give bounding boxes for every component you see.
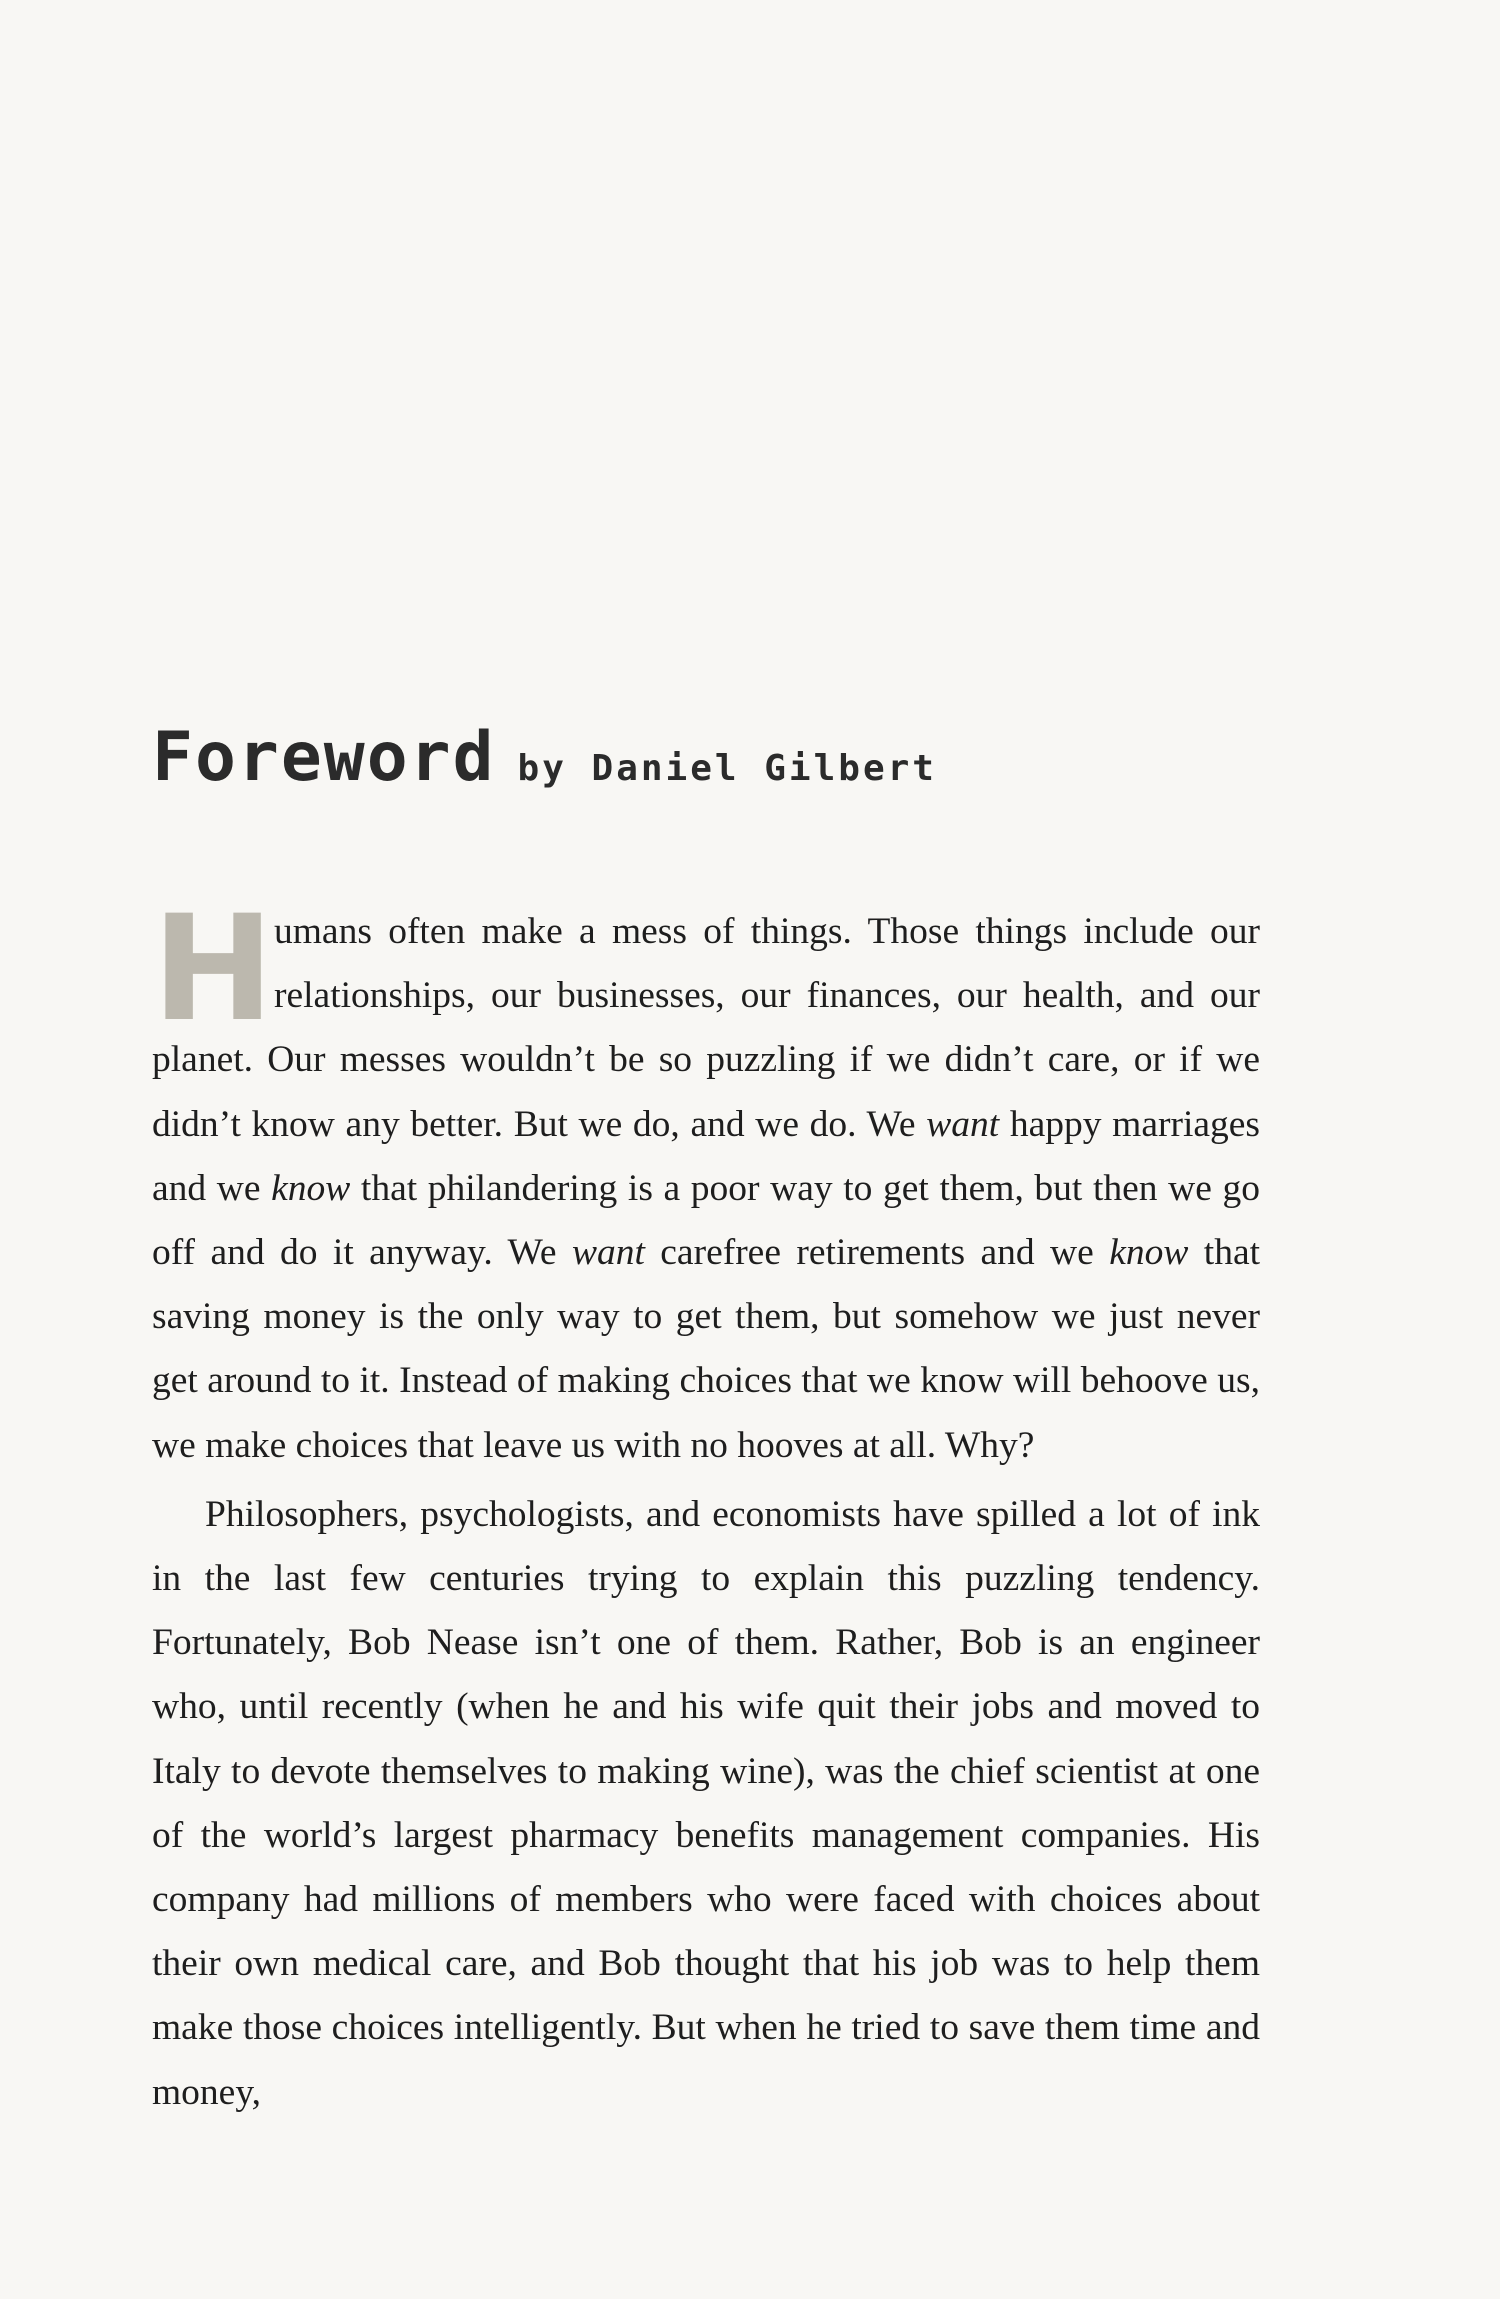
emphasis-want-1: want [926,1103,1000,1145]
paragraph-1-text-e: that saving money is the only way to get them, but somehow we just never get around to it. Instead of making choices that we know will behoove us, we make choices that leave us with no hooves at all. Why? [152,1232,1261,1466]
paragraph-1 [152,884,1261,1478]
paragraph-2: Philosophers, psychologists, and economists have spilled a lot of ink in the last few centuries trying to explain this puzzling tendency. Fortunately, Bob Nease isn’t one of them. Rather, Bob is an engineer who, until recently (when he and his wife quit their jobs and moved to Italy to devote themselves to making wine), was the chief scientist at one of the world’s largest pharmacy benefits management companies. His company had millions of members who were faced with choices about their own medical care, and Bob thought that his job was to help them make those choices intelligently. But when he tried to save them time and money, [152,1493,1260,2113]
emphasis-want-2: want [571,1232,645,1274]
paragraph-1-text-a: umans often make a mess of things. Those things include our relationships, our businesses, our finances, our health, and our planet. Our messes wouldn’t be so puzzling if we didn’t care, or if we didn’t know any better. But we do, and we do. We [152,911,1260,1145]
paragraph-1-text-b: happy marriages and we [152,1103,1261,1209]
body-text [152,884,1261,2125]
chapter-title: Foreword [152,718,496,797]
paragraph-1-text-c: that philandering is a poor way to get them, but then we go off and do it anyway. We [152,1167,1260,1274]
chapter-byline: by Daniel Gilbert [517,748,937,789]
emphasis-know-1: know [271,1167,351,1209]
chapter-heading [152,718,937,797]
paragraph-1-text-d: carefree retirements and we [644,1232,1110,1274]
emphasis-know-2: know [1109,1232,1189,1274]
drop-cap: H [152,884,275,1054]
